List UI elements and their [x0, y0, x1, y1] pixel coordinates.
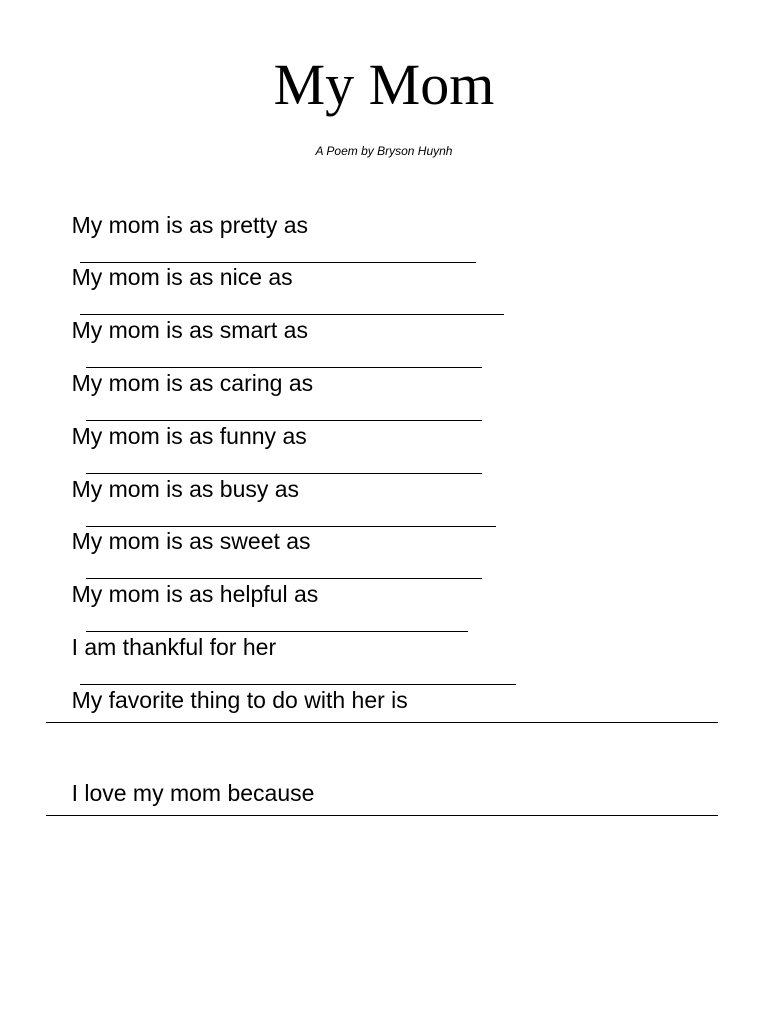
prompt-line-love-because: [46, 748, 314, 838]
prompt-text: My mom is as pretty as: [71, 212, 308, 238]
page-title: My Mom: [273, 52, 495, 117]
page-subtitle: A Poem by Bryson Huynh: [315, 144, 453, 158]
prompt-text: My mom is as nice as: [71, 264, 293, 290]
prompt-text: My favorite thing to do with her is: [71, 687, 408, 713]
prompt-text: My mom is as caring as: [71, 370, 314, 396]
prompt-text: My mom is as funny as: [71, 423, 307, 449]
prompt-text: I am thankful for her: [71, 634, 277, 660]
answer-blank-full[interactable]: [46, 815, 718, 816]
prompt-text: My mom is as sweet as: [71, 528, 311, 554]
prompt-text: My mom is as helpful as: [71, 581, 319, 607]
prompt-text: My mom is as busy as: [71, 476, 300, 502]
answer-blank-full[interactable]: [46, 722, 718, 723]
prompt-text: I love my mom because: [71, 780, 315, 806]
prompt-line-favorite-thing: [46, 655, 408, 745]
prompt-text: My mom is as smart as: [71, 317, 308, 343]
